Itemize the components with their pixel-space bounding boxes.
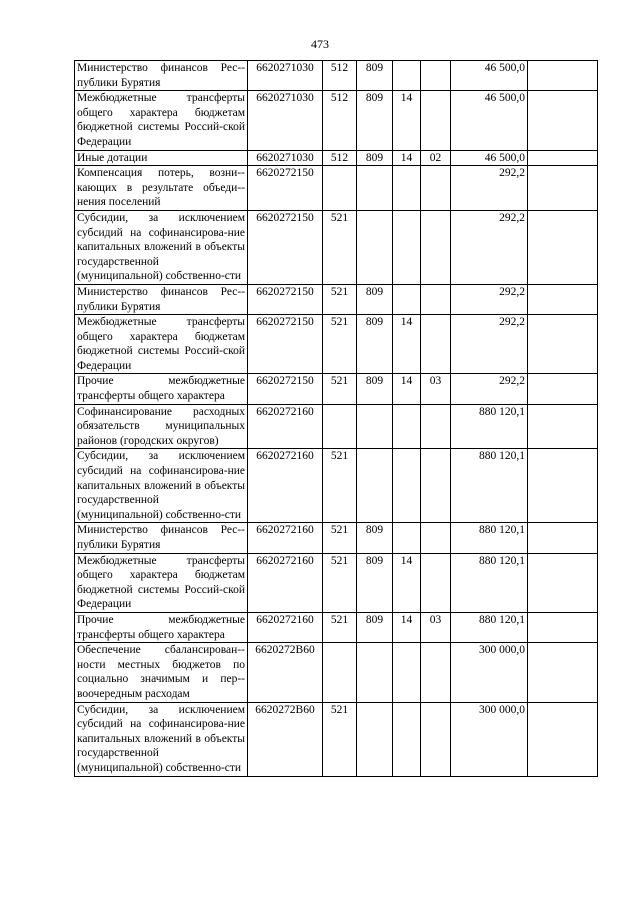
target-article-cell: 6620272В60	[248, 702, 323, 776]
target-article-cell: 6620272160	[248, 553, 323, 612]
ministry-code-cell	[357, 702, 393, 776]
row-name-cell: Министерство финансов Рес-публики Бурятия	[75, 61, 248, 91]
section-cell	[393, 61, 421, 91]
amount-cell: 880 120,1	[451, 404, 528, 449]
table-row	[75, 166, 598, 211]
section-cell: 14	[393, 612, 421, 642]
amount-cell: 292,2	[451, 210, 528, 284]
section-cell	[393, 523, 421, 553]
section-cell	[393, 284, 421, 314]
expense-type-cell	[323, 643, 357, 702]
expense-type-cell: 521	[323, 315, 357, 374]
subsection-cell	[421, 449, 451, 523]
extra-cell	[528, 643, 598, 702]
subsection-cell	[421, 404, 451, 449]
extra-cell	[528, 404, 598, 449]
section-cell	[393, 702, 421, 776]
amount-cell: 300 000,0	[451, 702, 528, 776]
section-cell	[393, 449, 421, 523]
extra-cell	[528, 61, 598, 91]
table-row	[75, 553, 598, 612]
extra-cell	[528, 553, 598, 612]
expense-type-cell	[323, 166, 357, 211]
ministry-code-cell: 809	[357, 553, 393, 612]
target-article-cell: 6620272150	[248, 315, 323, 374]
target-article-cell: 6620271030	[248, 91, 323, 150]
extra-cell	[528, 449, 598, 523]
expense-type-cell: 512	[323, 91, 357, 150]
subsection-cell: 03	[421, 612, 451, 642]
extra-cell	[528, 284, 598, 314]
expense-type-cell: 512	[323, 150, 357, 166]
page-number: 473	[311, 37, 329, 51]
extra-cell	[528, 523, 598, 553]
subsection-cell	[421, 91, 451, 150]
target-article-cell: 6620272150	[248, 210, 323, 284]
ministry-code-cell	[357, 449, 393, 523]
amount-cell: 880 120,1	[451, 612, 528, 642]
row-name-cell: Межбюджетные трансферты общего характера бюджетам бюджетной системы Россий-ской Федерации	[75, 315, 248, 374]
section-cell	[393, 404, 421, 449]
ministry-code-cell: 809	[357, 61, 393, 91]
subsection-cell	[421, 553, 451, 612]
target-article-cell: 6620272160	[248, 612, 323, 642]
expense-type-cell: 521	[323, 523, 357, 553]
target-article-cell: 6620271030	[248, 61, 323, 91]
amount-cell: 880 120,1	[451, 523, 528, 553]
table-row	[75, 523, 598, 553]
table-row	[75, 150, 598, 166]
extra-cell	[528, 612, 598, 642]
extra-cell	[528, 374, 598, 404]
extra-cell	[528, 210, 598, 284]
table-row	[75, 284, 598, 314]
table-row	[75, 643, 598, 702]
row-name-cell: Субсидии, за исключением субсидий на софинансирова-ние капитальных вложений в объекты государственной (муниципальной) собственно-сти	[75, 210, 248, 284]
table-row	[75, 374, 598, 404]
amount-cell: 292,2	[451, 166, 528, 211]
row-name-cell: Министерство финансов Рес-публики Бурятия	[75, 523, 248, 553]
budget-table	[74, 60, 598, 777]
section-cell: 14	[393, 91, 421, 150]
ministry-code-cell	[357, 210, 393, 284]
amount-cell: 46 500,0	[451, 61, 528, 91]
expense-type-cell	[323, 404, 357, 449]
section-cell: 14	[393, 150, 421, 166]
expense-type-cell: 521	[323, 374, 357, 404]
ministry-code-cell: 809	[357, 284, 393, 314]
extra-cell	[528, 702, 598, 776]
subsection-cell	[421, 166, 451, 211]
extra-cell	[528, 166, 598, 211]
row-name-cell: Компенсация потерь, возни-кающих в результате объеди-нения поселений	[75, 166, 248, 211]
table-body	[75, 61, 598, 777]
ministry-code-cell	[357, 404, 393, 449]
subsection-cell	[421, 284, 451, 314]
target-article-cell: 6620272160	[248, 404, 323, 449]
table-row	[75, 404, 598, 449]
section-cell	[393, 210, 421, 284]
row-name-cell: Межбюджетные трансферты общего характера бюджетам бюджетной системы Россий-ской Федерации	[75, 553, 248, 612]
row-name-cell: Софинансирование расходных обязательств муниципальных районов (городских округов)	[75, 404, 248, 449]
target-article-cell: 6620272В60	[248, 643, 323, 702]
expense-type-cell: 521	[323, 449, 357, 523]
subsection-cell	[421, 523, 451, 553]
section-cell: 14	[393, 315, 421, 374]
section-cell: 14	[393, 374, 421, 404]
ministry-code-cell	[357, 166, 393, 211]
extra-cell	[528, 91, 598, 150]
ministry-code-cell: 809	[357, 150, 393, 166]
row-name-cell: Субсидии, за исключением субсидий на софинансирова-ние капитальных вложений в объекты государственной (муниципальной) собственно-сти	[75, 702, 248, 776]
table-row	[75, 91, 598, 150]
row-name-cell: Прочие межбюджетные трансферты общего характера	[75, 612, 248, 642]
ministry-code-cell: 809	[357, 91, 393, 150]
target-article-cell: 6620272150	[248, 374, 323, 404]
expense-type-cell: 521	[323, 210, 357, 284]
amount-cell: 880 120,1	[451, 553, 528, 612]
ministry-code-cell: 809	[357, 374, 393, 404]
row-name-cell: Межбюджетные трансферты общего характера бюджетам бюджетной системы Россий-ской Федерации	[75, 91, 248, 150]
expense-type-cell: 521	[323, 553, 357, 612]
subsection-cell	[421, 702, 451, 776]
row-name-cell: Обеспечение сбалансирован-ности местных бюджетов по социально значимым и пер-воочередным расходам	[75, 643, 248, 702]
subsection-cell: 03	[421, 374, 451, 404]
amount-cell: 292,2	[451, 284, 528, 314]
row-name-cell: Министерство финансов Рес-публики Бурятия	[75, 284, 248, 314]
target-article-cell: 6620272160	[248, 523, 323, 553]
table-row	[75, 315, 598, 374]
row-name-cell: Субсидии, за исключением субсидий на софинансирова-ние капитальных вложений в объекты государственной (муниципальной) собственно-сти	[75, 449, 248, 523]
amount-cell: 46 500,0	[451, 91, 528, 150]
amount-cell: 300 000,0	[451, 643, 528, 702]
ministry-code-cell	[357, 643, 393, 702]
extra-cell	[528, 315, 598, 374]
target-article-cell: 6620272150	[248, 284, 323, 314]
expense-type-cell: 512	[323, 61, 357, 91]
section-cell	[393, 166, 421, 211]
ministry-code-cell: 809	[357, 315, 393, 374]
target-article-cell: 6620272160	[248, 449, 323, 523]
table-row	[75, 612, 598, 642]
row-name-cell: Иные дотации	[75, 150, 248, 166]
table-row	[75, 61, 598, 91]
expense-type-cell: 521	[323, 702, 357, 776]
subsection-cell	[421, 210, 451, 284]
amount-cell: 292,2	[451, 374, 528, 404]
subsection-cell: 02	[421, 150, 451, 166]
subsection-cell	[421, 315, 451, 374]
amount-cell: 46 500,0	[451, 150, 528, 166]
extra-cell	[528, 150, 598, 166]
amount-cell: 292,2	[451, 315, 528, 374]
target-article-cell: 6620271030	[248, 150, 323, 166]
table-row	[75, 210, 598, 284]
amount-cell: 880 120,1	[451, 449, 528, 523]
section-cell: 14	[393, 553, 421, 612]
table-row	[75, 449, 598, 523]
expense-type-cell: 521	[323, 284, 357, 314]
subsection-cell	[421, 61, 451, 91]
target-article-cell: 6620272150	[248, 166, 323, 211]
section-cell	[393, 643, 421, 702]
ministry-code-cell: 809	[357, 523, 393, 553]
table-row	[75, 702, 598, 776]
expense-type-cell: 521	[323, 612, 357, 642]
ministry-code-cell: 809	[357, 612, 393, 642]
subsection-cell	[421, 643, 451, 702]
row-name-cell: Прочие межбюджетные трансферты общего характера	[75, 374, 248, 404]
